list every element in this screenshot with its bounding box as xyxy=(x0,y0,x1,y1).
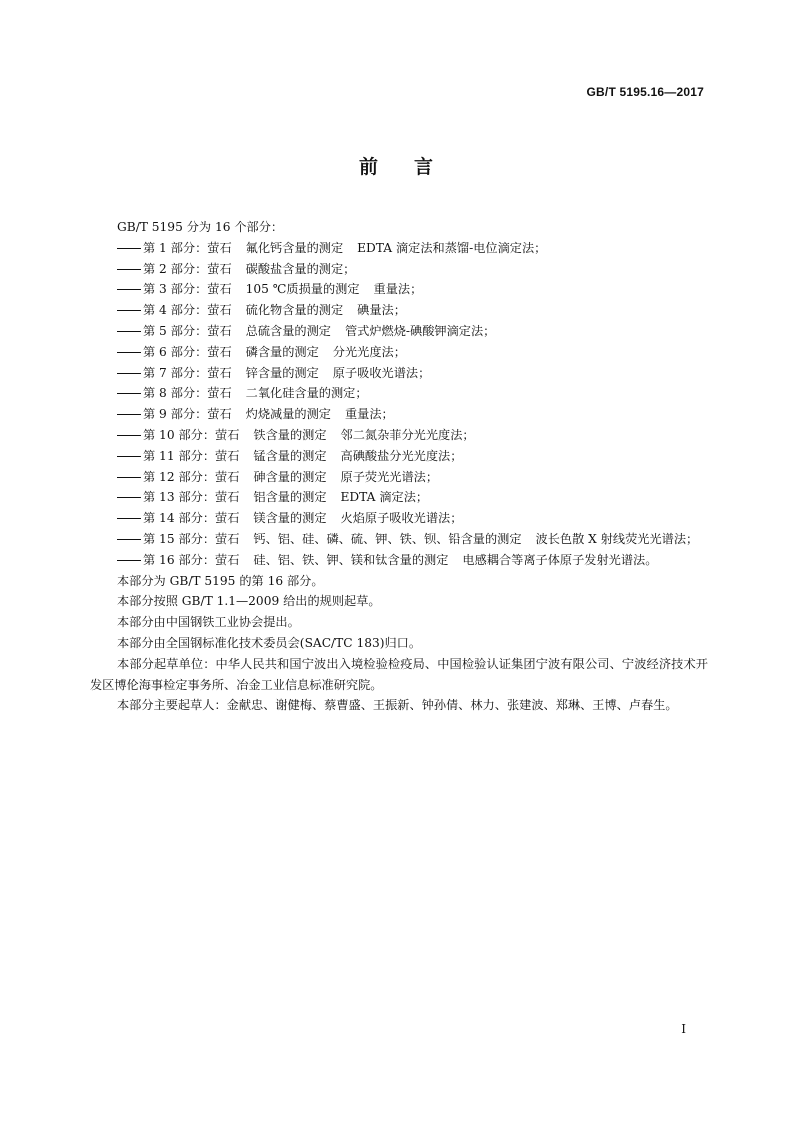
em-dash-mark xyxy=(117,518,141,519)
parts-list xyxy=(90,238,708,571)
paragraph-proposer: 本部分由中国钢铁工业协会提出。 xyxy=(117,615,300,630)
part-subject: 硫化物含量的测定 xyxy=(245,303,344,318)
part-item xyxy=(90,508,708,529)
part-item xyxy=(90,487,708,508)
part-method: 重量法； xyxy=(344,407,394,422)
part-label: 第 9 部分：萤石 xyxy=(143,407,232,422)
intro-line: GB/T 5195 分为 16 个部分： xyxy=(117,220,284,234)
part-item xyxy=(90,321,708,342)
part-label: 第 1 部分：萤石 xyxy=(143,240,232,255)
part-label: 第 16 部分：萤石 xyxy=(143,552,240,567)
part-method: EDTA 滴定法； xyxy=(340,490,429,505)
part-label: 第 6 部分：萤石 xyxy=(143,344,232,359)
part-item xyxy=(90,529,708,550)
part-item xyxy=(90,550,708,571)
part-label: 第 15 部分：萤石 xyxy=(143,531,240,546)
part-subject: 镁含量的测定 xyxy=(253,511,327,526)
part-item xyxy=(90,342,708,363)
title-char-2: 言 xyxy=(414,156,436,178)
part-label: 第 2 部分：萤石 xyxy=(143,261,232,276)
part-method: 原子荧光光谱法； xyxy=(340,469,439,484)
part-method: EDTA 滴定法和蒸馏-电位滴定法； xyxy=(357,240,547,255)
part-subject: 砷含量的测定 xyxy=(253,469,327,484)
page-title xyxy=(0,152,794,179)
em-dash-mark xyxy=(117,414,141,415)
em-dash-mark xyxy=(117,331,141,332)
paragraph-drafting-rules: 本部分按照 GB/T 1.1—2009 给出的规则起草。 xyxy=(117,594,381,609)
part-method: 分光光度法； xyxy=(332,344,406,359)
part-subject: 锰含量的测定 xyxy=(253,448,327,463)
part-label: 第 7 部分：萤石 xyxy=(143,365,232,380)
part-item xyxy=(90,425,708,446)
part-label: 第 8 部分：萤石 xyxy=(143,386,232,401)
part-subject: 总硫含量的测定 xyxy=(245,323,331,338)
part-subject: 碳酸盐含量的测定； xyxy=(245,261,356,276)
part-subject: 铝含量的测定 xyxy=(253,490,327,505)
em-dash-mark xyxy=(117,539,141,540)
part-item xyxy=(90,363,708,384)
part-item xyxy=(90,279,708,300)
foreword-body xyxy=(90,217,708,716)
part-item xyxy=(90,259,708,280)
part-item xyxy=(90,404,708,425)
paragraph-part-number: 本部分为 GB/T 5195 的第 16 部分。 xyxy=(117,573,324,588)
part-method: 原子吸收光谱法； xyxy=(332,365,431,380)
em-dash-mark xyxy=(117,269,141,270)
page-number: I xyxy=(681,1022,686,1036)
part-subject: 灼烧减量的测定 xyxy=(245,407,331,422)
em-dash-mark xyxy=(117,477,141,478)
em-dash-mark xyxy=(117,248,141,249)
document-code: GB/T 5195.16—2017 xyxy=(586,85,704,99)
paragraph-drafting-units: 本部分起草单位：中华人民共和国宁波出入境检验检疫局、中国检验认证集团宁波有限公司、宁波经济技术开发区博伦海事检定事务所、冶金工业信息标准研究院。 xyxy=(90,656,708,692)
em-dash-mark xyxy=(117,435,141,436)
part-label: 第 4 部分：萤石 xyxy=(143,303,232,318)
em-dash-mark xyxy=(117,497,141,498)
em-dash-mark xyxy=(117,352,141,353)
part-method: 电感耦合等离子体原子发射光谱法。 xyxy=(462,552,658,567)
part-subject: 磷含量的测定 xyxy=(245,344,319,359)
part-label: 第 5 部分：萤石 xyxy=(143,323,232,338)
part-subject: 硅、铝、铁、钾、镁和钛含量的测定 xyxy=(253,552,449,567)
part-label: 第 3 部分：萤石 xyxy=(143,282,232,297)
part-item xyxy=(90,238,708,259)
part-method: 碘量法； xyxy=(357,303,406,318)
part-subject: 钙、铝、硅、磷、硫、钾、铁、钡、铅含量的测定 xyxy=(253,531,522,546)
em-dash-mark xyxy=(117,310,141,311)
title-char-1: 前 xyxy=(358,156,380,178)
part-item xyxy=(90,300,708,321)
paragraph-drafters: 本部分主要起草人：金献忠、谢健梅、蔡曹盛、王振新、钟孙倩、林力、张建波、郑琳、王博、卢春生。 xyxy=(117,698,678,713)
part-item xyxy=(90,467,708,488)
part-method: 高碘酸盐分光光度法； xyxy=(340,448,463,463)
em-dash-mark xyxy=(117,456,141,457)
part-label: 第 14 部分：萤石 xyxy=(143,511,240,526)
paragraph-committee: 本部分由全国钢标准化技术委员会(SAC/TC 183)归口。 xyxy=(117,635,422,650)
part-label: 第 12 部分：萤石 xyxy=(143,469,240,484)
part-item xyxy=(90,446,708,467)
part-method: 管式炉燃烧-碘酸钾滴定法； xyxy=(344,323,496,338)
em-dash-mark xyxy=(117,393,141,394)
part-subject: 氟化钙含量的测定 xyxy=(245,240,344,255)
em-dash-mark xyxy=(117,289,141,290)
part-subject: 铁含量的测定 xyxy=(253,427,327,442)
part-method: 重量法； xyxy=(373,282,423,297)
part-method: 邻二氮杂菲分光光度法； xyxy=(340,427,475,442)
part-method: 火焰原子吸收光谱法； xyxy=(340,511,463,526)
part-subject: 105 ℃质损量的测定 xyxy=(245,282,360,297)
part-subject: 二氧化硅含量的测定； xyxy=(245,386,368,401)
part-method: 波长色散 X 射线荧光光谱法； xyxy=(535,531,699,546)
em-dash-mark xyxy=(117,373,141,374)
part-item xyxy=(90,383,708,404)
part-label: 第 11 部分：萤石 xyxy=(143,448,240,463)
part-subject: 锌含量的测定 xyxy=(245,365,319,380)
em-dash-mark xyxy=(117,560,141,561)
part-label: 第 13 部分：萤石 xyxy=(143,490,240,505)
part-label: 第 10 部分：萤石 xyxy=(143,427,240,442)
